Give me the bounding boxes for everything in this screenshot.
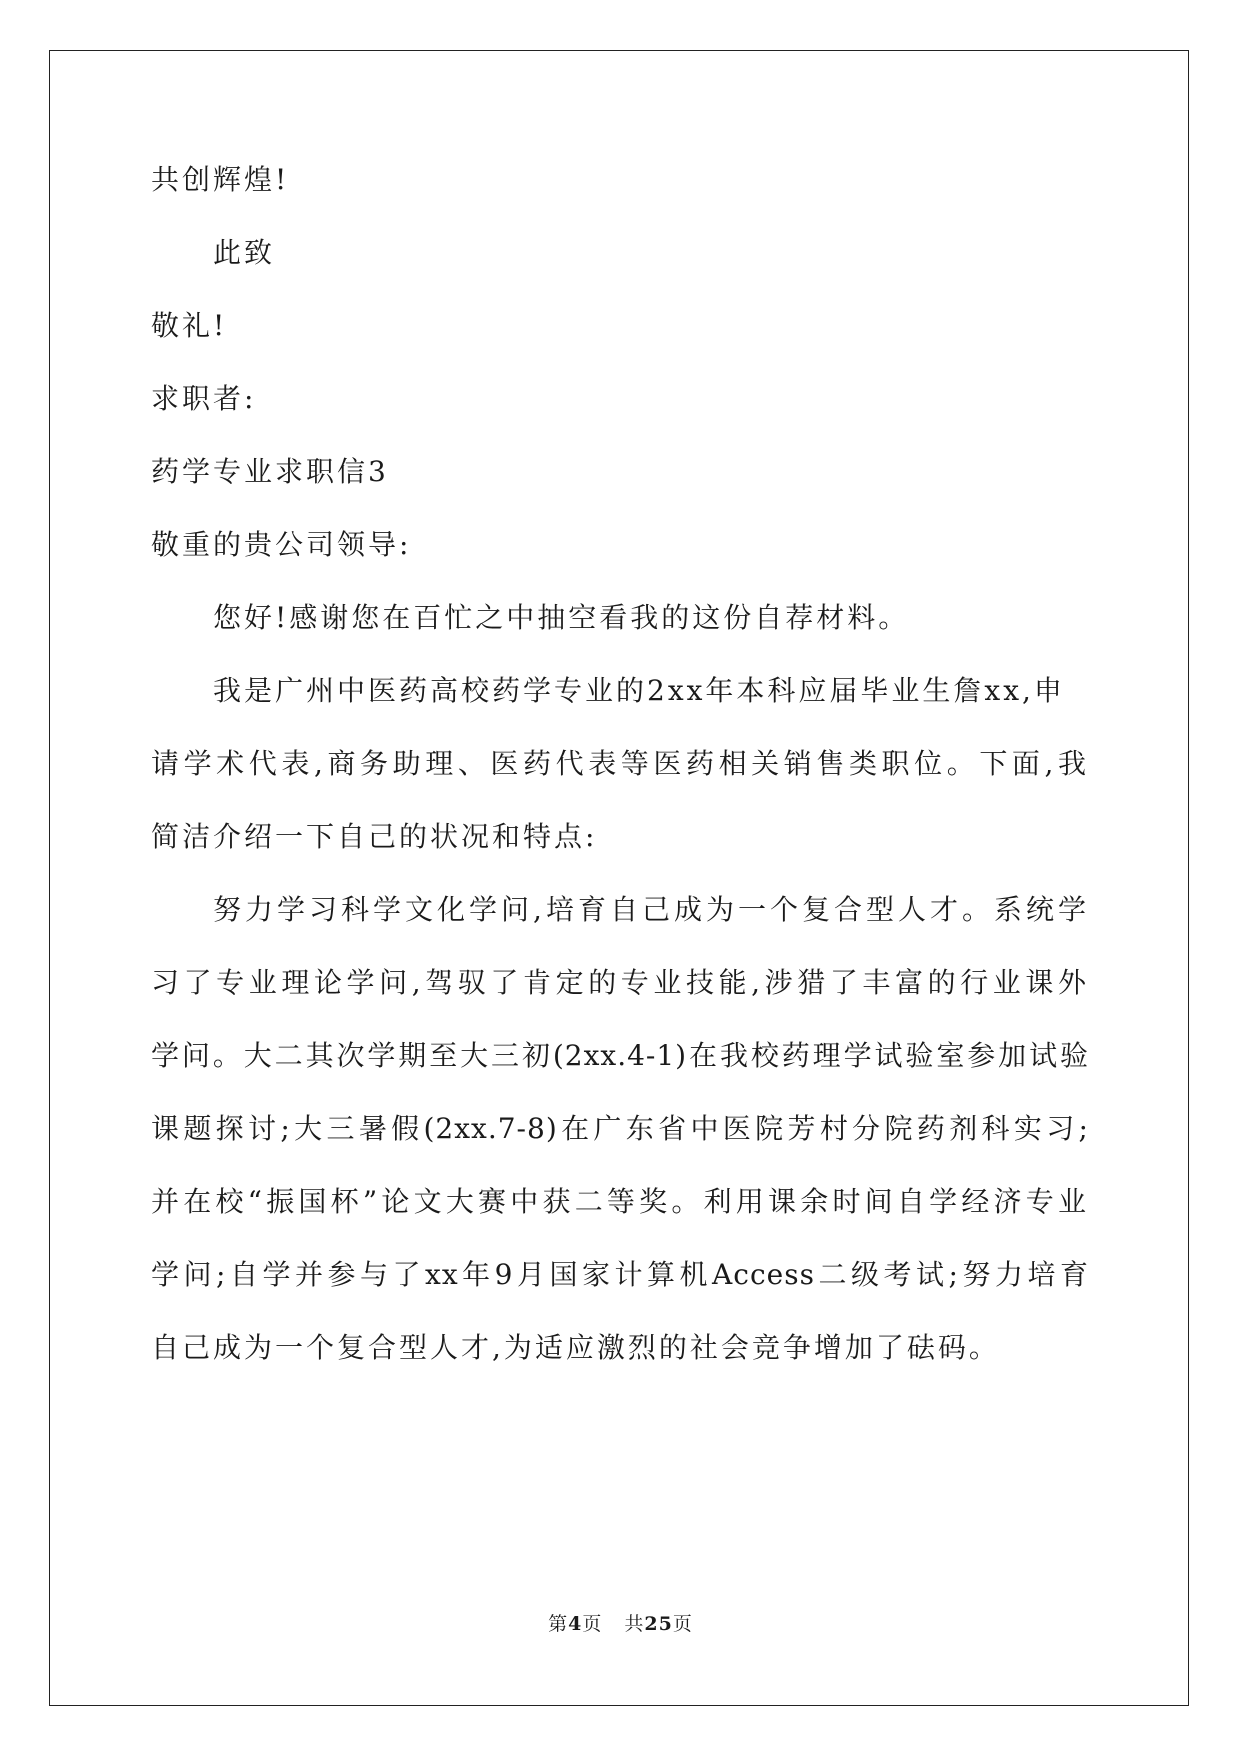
text-line: 课题探讨;大三暑假(2xx.7-8)在广东省中医院芳村分院药剂科实习; xyxy=(151,1112,1089,1145)
page-footer xyxy=(0,1612,1241,1636)
text-line: 您好!感谢您在百忙之中抽空看我的这份自荐材料。 xyxy=(213,601,910,634)
text-line: 我是广州中医药高校药学专业的2xx年本科应届毕业生詹xx,申 xyxy=(213,674,1065,707)
page-prefix: 第 xyxy=(548,1613,569,1635)
text-line: 习了专业理论学问,驾驭了肯定的专业技能,涉猎了丰富的行业课外 xyxy=(151,966,1089,999)
text-line: 敬礼! xyxy=(151,309,228,342)
text-line: 请学术代表,商务助理、医药代表等医药相关销售类职位。下面,我 xyxy=(151,747,1089,780)
text-line: 此致 xyxy=(213,236,276,269)
text-line: 努力学习科学文化学问,培育自己成为一个复合型人才。系统学 xyxy=(213,893,1089,926)
text-line: 学问;自学并参与了xx年9月国家计算机Access二级考试;努力培育 xyxy=(151,1258,1089,1291)
text-line: 自己成为一个复合型人才,为适应激烈的社会竞争增加了砝码。 xyxy=(151,1331,1000,1364)
total-pages: 25 xyxy=(644,1613,673,1635)
page-border xyxy=(49,50,1189,1706)
salutation: 敬重的贵公司领导: xyxy=(151,528,412,561)
page-number: 4 xyxy=(568,1613,583,1635)
total-suffix: 页 xyxy=(672,1613,693,1635)
text-line: 求职者: xyxy=(151,382,257,415)
page-suffix: 页 xyxy=(582,1613,603,1635)
total-prefix: 共 xyxy=(624,1613,645,1635)
text-line: 共创辉煌! xyxy=(151,163,290,196)
text-line: 并在校“振国杯”论文大赛中获二等奖。利用课余时间自学经济专业 xyxy=(151,1185,1089,1218)
text-line: 简洁介绍一下自己的状况和特点: xyxy=(151,820,598,853)
section-heading: 药学专业求职信3 xyxy=(151,455,389,488)
text-line: 学问。大二其次学期至大三初(2xx.4-1)在我校药理学试验室参加试验 xyxy=(151,1039,1089,1072)
